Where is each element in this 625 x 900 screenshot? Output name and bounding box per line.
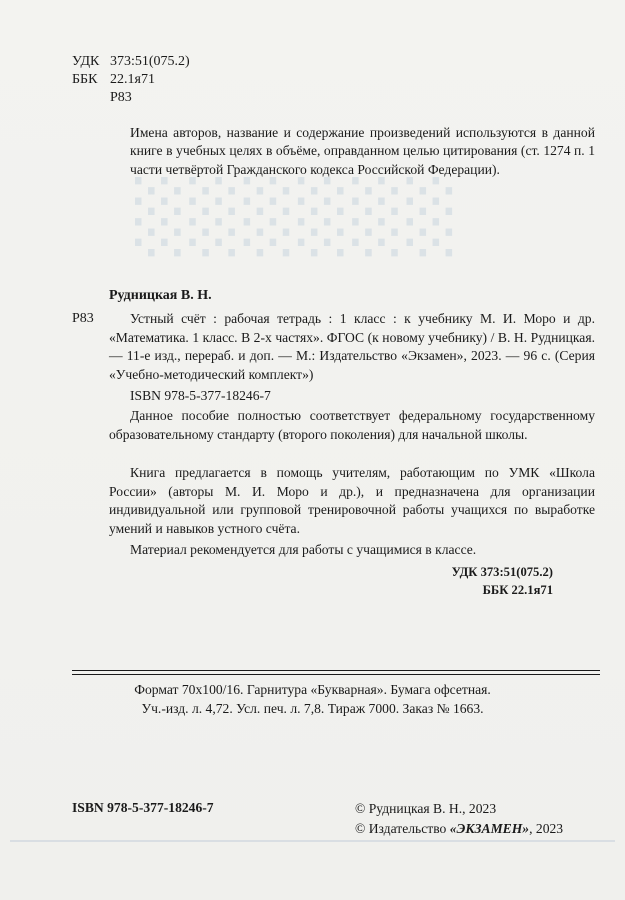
copyright-publisher-year: , 2023 bbox=[529, 820, 564, 836]
print-info-line-1: Формат 70x100/16. Гарнитура «Букварная». Бумага офсетная. bbox=[134, 682, 491, 697]
author-code-left: Р83 bbox=[72, 311, 94, 326]
udk-value: 373:51(075.2) bbox=[110, 54, 190, 69]
bbk-label: ББК bbox=[72, 72, 98, 87]
annotation-paragraph-2: Книга предлагается в помощь учителям, работающим по УМК «Школа России» (авторы М. И. Моро и др.), и предназначена для организации индивидуальной или групповой тренировочной работы учащихся по выработке умений и навыков устного счёта. bbox=[109, 465, 595, 536]
copyright-notice: Имена авторов, название и содержание произведений используются в данной книге в учебных целях в объёме, оправданном целью цитирования (ст. 1274 п. 1 части четвёртой Гражданского кодекса Российской Федерации). bbox=[130, 125, 595, 177]
udk-label: УДК bbox=[72, 54, 100, 69]
divider-top bbox=[72, 670, 600, 671]
print-info-line-2: Уч.-изд. л. 4,72. Усл. печ. л. 7,8. Тираж 7000. Заказ № 1663. bbox=[141, 701, 484, 716]
bbk-right: ББК 22.1я71 bbox=[482, 583, 553, 597]
print-info bbox=[0, 680, 625, 718]
udk-right: УДК 373:51(075.2) bbox=[451, 565, 553, 579]
copyright-author: © Рудницкая В. Н., 2023 bbox=[355, 801, 497, 816]
show-through-frame-line bbox=[10, 840, 615, 842]
isbn-line: ISBN 978-5-377-18246-7 bbox=[130, 388, 271, 403]
bbk-value: 22.1я71 bbox=[110, 72, 155, 87]
author-heading: Рудницкая В. Н. bbox=[109, 288, 212, 303]
bibliographic-description: Устный счёт : рабочая тетрадь : 1 класс : к учебнику М. И. Моро и др. «Математика. 1 класс. В 2-х частях». ФГОС (к новому учебнику) / В. Н. Рудницкая. — 11-е изд., перераб. и доп. — М.: Издательство «Экзамен», 2023. — 96 с. (Серия «Учебно-методический комплект») bbox=[109, 311, 595, 382]
annotation-paragraph-3: Материал рекомендуется для работы с учащимися в классе. bbox=[130, 542, 477, 557]
udk-block bbox=[72, 53, 190, 107]
copyright-publisher-prefix: © Издательство bbox=[355, 820, 450, 836]
divider-bottom bbox=[72, 674, 600, 675]
copyright-publisher bbox=[355, 819, 563, 839]
isbn-bold: ISBN 978-5-377-18246-7 bbox=[72, 800, 214, 815]
copyright-block bbox=[355, 799, 563, 838]
publisher-name: «ЭКЗАМЕН» bbox=[449, 820, 530, 836]
show-through-title-ghost: ░░░░░░ bbox=[135, 178, 461, 257]
author-code: Р83 bbox=[110, 90, 132, 105]
annotation-paragraph-1: Данное пособие полностью соответствует федеральному государственному образовательному стандарту (второго поколения) для начальной школы. bbox=[109, 408, 595, 442]
udk-right-block bbox=[452, 563, 553, 599]
